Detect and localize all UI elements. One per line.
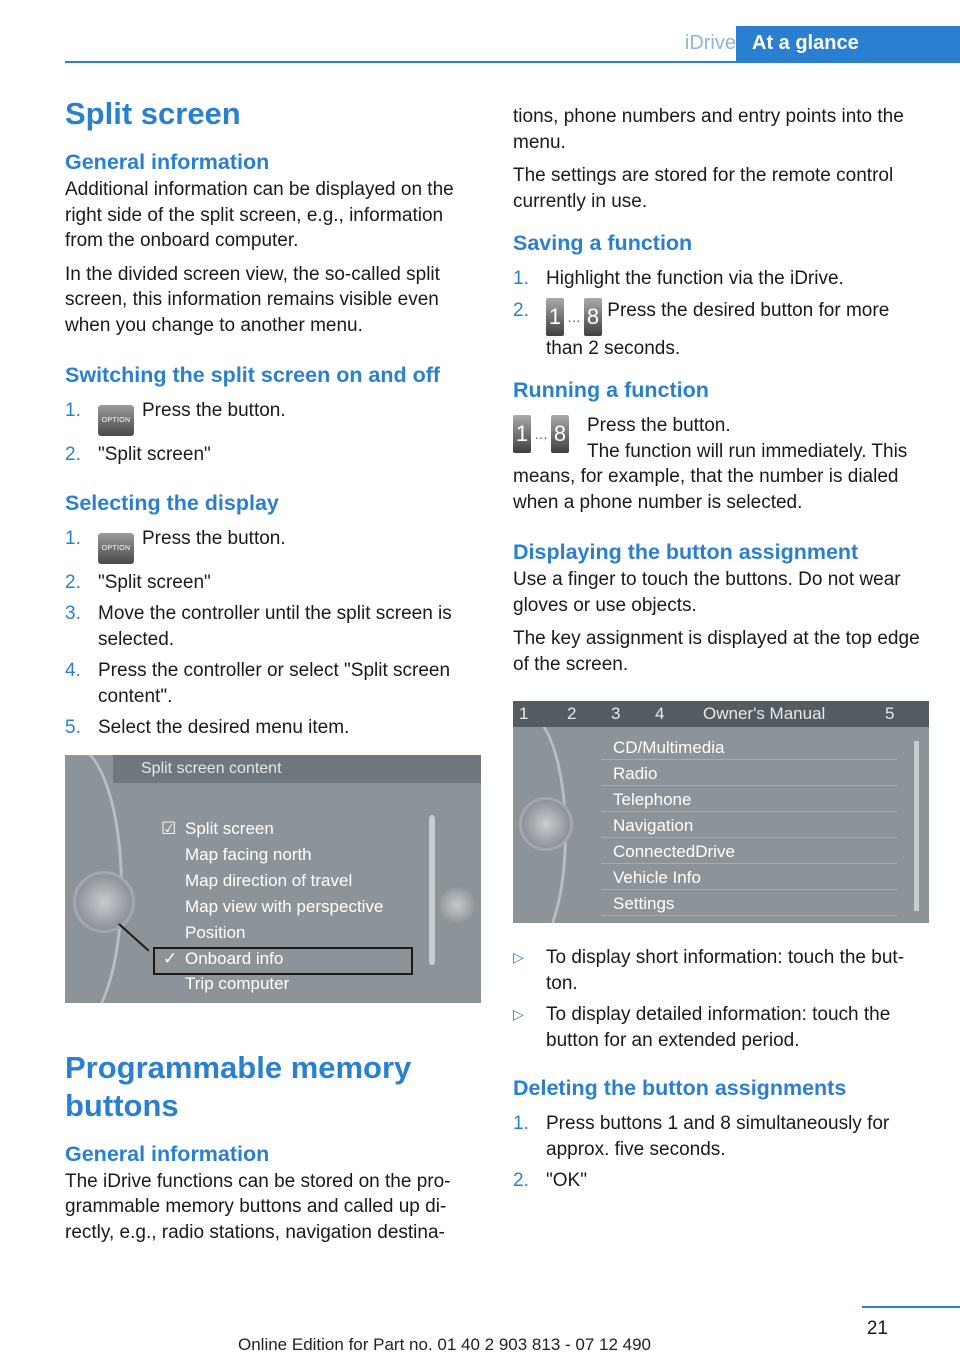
option-button-icon: OPTION <box>98 533 134 564</box>
list-item: 3. Move the controller until the split screen is selected. <box>65 603 452 650</box>
button-assignment-screen-image <box>513 701 929 923</box>
list-item: 1. Highlight the function via the iDrive. <box>513 268 844 289</box>
continued-paragraph: tions, phone numbers and entry points into the menu. <box>513 106 904 153</box>
list-item: 2. "Split screen" <box>65 571 211 593</box>
list-item: 2. "Split screen" <box>65 444 211 465</box>
list-item: 2. 1 … 8 Press the desired button for more than 2 seconds. <box>513 299 890 359</box>
header-section: iDrive <box>684 32 736 54</box>
running-block <box>513 413 929 515</box>
running-paragraph-1: Press the button. <box>587 415 731 436</box>
checkmark-icon: ✓ <box>163 948 178 968</box>
display-heading: Displaying the button assignment <box>513 540 859 564</box>
menu-item: Navigation <box>601 813 897 838</box>
header-tab: At a glance <box>736 26 960 61</box>
menu-item: Map direction of travel <box>185 870 353 890</box>
menu-item: CD/Multimedia <box>601 735 897 760</box>
menu-item: Vehicle Info <box>601 865 897 890</box>
footer-rule <box>862 1306 960 1308</box>
memory-keys-icon: 1 … 8 <box>513 415 569 453</box>
pointer-line <box>118 923 149 951</box>
memory-key-1-icon: 1 <box>546 298 564 336</box>
checkbox-icon: ☑ <box>161 818 177 838</box>
general-info-paragraph-1: Additional information can be displayed on the right side of the split screen, e.g., information from the onboard computer. <box>65 179 454 251</box>
deleting-heading: Deleting the button assignments <box>513 1076 847 1100</box>
general-info-heading: General information <box>65 150 270 174</box>
selecting-steps <box>65 526 481 741</box>
list-item: 1. OPTION Press the button. <box>65 398 481 436</box>
list-item: 2. "OK" <box>513 1170 587 1191</box>
display-paragraph-2: The key assignment is displayed at the top edge of the screen. <box>513 628 920 675</box>
menu-item-selected: Onboard info <box>185 948 284 968</box>
selecting-heading: Selecting the display <box>65 490 279 515</box>
list-item: ▷ To display detailed information: touch the button for an extended period. <box>513 1004 891 1051</box>
menu-item: Position <box>185 922 246 942</box>
screen-title: Split screen content <box>113 755 481 783</box>
menu-item: Split screen <box>185 818 274 838</box>
list-item: 1. OPTION Press the button. <box>65 526 481 564</box>
menu-item: ConnectedDrive <box>601 839 897 864</box>
display-bullets <box>513 945 929 1053</box>
switching-heading: Switching the split screen on and off <box>65 363 441 387</box>
right-knob-icon <box>439 887 475 923</box>
running-paragraph-2: The function will run immediately. This means, for example, that the number is dialed when a phone number is selected. <box>513 440 908 513</box>
display-paragraph-1: Use a finger to touch the buttons. Do not wear gloves or use objects. <box>513 569 901 616</box>
programmable-title: Programmable memory buttons <box>65 1049 412 1123</box>
controller-icon <box>73 871 135 933</box>
scrollbar <box>429 815 435 965</box>
deleting-steps <box>513 1111 929 1194</box>
memory-key-8-icon: 8 <box>584 298 602 336</box>
list-item: 4. Press the controller or select "Split screen content". <box>65 660 451 707</box>
general-info-paragraph-2: In the divided screen view, the so-called split screen, this information remains visible even when you change to another menu. <box>65 263 440 336</box>
header-rule <box>65 61 960 63</box>
controller-icon <box>519 797 573 851</box>
programmable-general-heading: General information <box>65 1141 270 1166</box>
menu-item: Map facing north <box>185 844 312 864</box>
menu-item: Radio <box>601 761 897 786</box>
menu-item: Settings <box>601 891 897 916</box>
programmable-general-paragraph: The iDrive functions can be stored on the pro‐ grammable memory buttons and called up di‐ rectly, e.g., radio stations, navigation destina‐ <box>65 1170 451 1243</box>
saving-heading: Saving a function <box>513 231 693 255</box>
split-screen-menu-image <box>65 755 481 1003</box>
list-item: 1. Press buttons 1 and 8 simultaneously for approx. five seconds. <box>513 1113 890 1160</box>
list-item: 5. Select the desired menu item. <box>65 717 350 738</box>
list-item: ▷ To display short information: touch the but‐ ton. <box>513 947 905 994</box>
option-button-icon: OPTION <box>98 405 134 436</box>
triangle-bullet-icon: ▷ <box>513 1006 524 1022</box>
page-title: Split screen <box>65 96 241 131</box>
menu-item: Trip computer <box>185 973 290 993</box>
running-heading: Running a function <box>513 378 709 402</box>
edition-note: Online Edition for Part no. 01 40 2 903 813 - 07 12 490 <box>238 1335 652 1354</box>
page-number: 21 <box>866 1318 888 1339</box>
menu-item: Telephone <box>601 787 897 812</box>
switching-steps <box>65 398 481 468</box>
left-column <box>65 95 481 1245</box>
right-column <box>513 104 929 1200</box>
saving-steps <box>513 266 929 361</box>
selection-frame <box>153 947 413 975</box>
settings-paragraph: The settings are stored for the remote control currently in use. <box>513 165 894 212</box>
menu-item: Map view with perspective <box>185 896 384 916</box>
triangle-bullet-icon: ▷ <box>513 949 524 965</box>
assignment-bar: 1 2 3 4 Owner's Manual 5 <box>513 701 929 727</box>
scrollbar <box>914 741 919 911</box>
